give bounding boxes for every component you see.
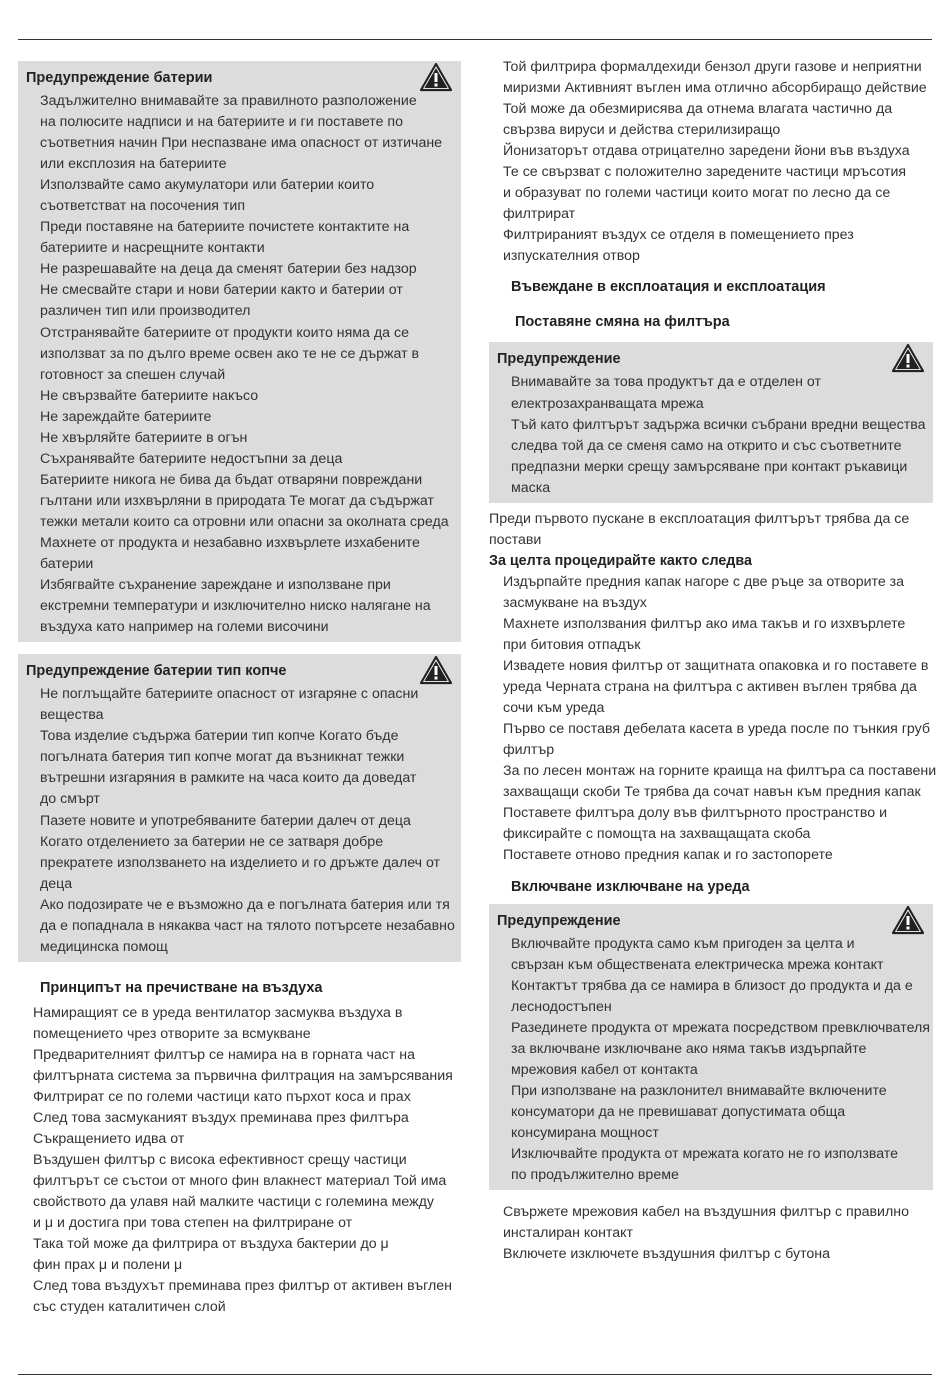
text-line: следва той да се сменя само на открито и със съответните [511, 437, 902, 454]
text-line: Преди поставяне на батериите почистете контактите на [40, 219, 410, 236]
text-line: Тъй като филтърът задържа всички събрани вредни вещества [511, 416, 926, 433]
text-line: Предварителният филтър се намира на в горната част на [33, 1046, 415, 1063]
text-line: Преди първото пускане в експлоатация филтърът трябва да се [489, 510, 910, 527]
warning-lines [497, 372, 927, 498]
text-line: съответстват на посочения тип [40, 198, 246, 215]
text-line: Използвайте само акумулатори или батерии които [40, 177, 375, 194]
warning-box-button-batteries [18, 654, 461, 962]
text-line: Те се свързват с положително заредените частици мръсотия [503, 164, 907, 181]
text-line: деца [40, 875, 73, 892]
text-line: вещества [40, 707, 104, 724]
text-line: различен тип или производител [40, 303, 251, 320]
text-line: фиксирайте с помощта на захващащата скоба [503, 826, 811, 843]
text-line: предпазни мерки срещу замърсяване при контакт ръкавици [511, 458, 908, 475]
text-line: Издърпайте предния капак нагоре с две ръце за отворите за [503, 573, 905, 590]
text-line: След това въздухът преминава през филтър от активен въглен [33, 1278, 452, 1295]
text-line: фин прах μ и полени μ [33, 1257, 183, 1274]
text-line: медицинска помощ [40, 938, 168, 955]
text-line: Филтрираният въздух се отделя в помещението през [503, 227, 854, 244]
text-line: Йонизаторът отдава отрицателно заредени йони във въздуха [503, 143, 910, 160]
steps-list [489, 572, 937, 867]
text-line: Намиращият се в уреда вентилатор засмуква въздуха в [33, 1004, 403, 1021]
text-line: Свържете мрежовия кабел на въздушния филтър с правилно [503, 1204, 909, 1221]
text-line: или експлозия на батериите [40, 156, 227, 173]
text-line: свързан към обществената електрическа мрежа контакт [511, 956, 884, 973]
text-line: Когато отделението за батерии не се затваря добре [40, 833, 384, 850]
final-paragraph [489, 1202, 933, 1265]
warning-box-filter [489, 342, 933, 502]
text-line: консумирана мощност [511, 1124, 659, 1141]
section-body [18, 1003, 461, 1319]
warning-box-power [489, 904, 933, 1191]
text-line: до смърт [40, 791, 100, 808]
text-line: Въздушен филтър с висока ефективност срещу частици [33, 1152, 407, 1169]
section-heading-air-purification: Принципът на пречистване на въздуха [40, 979, 323, 996]
text-line: да е попаднала в някаква част на тялото потърсете незабавно [40, 917, 455, 934]
text-line: свързва вируси и действа стерилизиращо [503, 122, 781, 139]
text-line: Отстранявайте батериите от продукти които няма да се [40, 324, 409, 341]
text-line: и μ и достига при това степен на филтриране от [33, 1215, 353, 1232]
text-line: Съкращението идва от [33, 1131, 185, 1148]
text-line: свойството да улавя най малките частици с големина между [33, 1194, 435, 1211]
text-line: Първо се поставя дебелата касета в уреда после по тънкия груб [503, 721, 931, 738]
text-line: при битовия отпадък [503, 636, 641, 653]
right-column [489, 57, 937, 1265]
steps-heading: За целта процедирайте както следва [489, 552, 752, 569]
text-line: въздуха като например на големи височини [40, 619, 329, 636]
text-line: Изключвайте продукта от мрежата когато не го използвате [511, 1145, 899, 1162]
warning-lines [26, 91, 455, 638]
left-column [18, 56, 461, 1319]
text-line: Извадете новия филтър от защитната опаковка и го поставете в [503, 658, 929, 675]
text-line: За по лесен монтаж на горните краища на филтъра са поставени [503, 763, 937, 780]
text-line: При използване на разклонител внимавайте включените [511, 1082, 887, 1099]
text-line: филтър [503, 742, 555, 759]
text-line: миризми Активният въглен има отлично абсорбиращо действие [503, 80, 927, 97]
heading-power-on-off: Включване изключване на уреда [511, 878, 750, 895]
warning-lines [497, 934, 930, 1187]
text-line: гълтани или изхвърляни в природата Те могат да съдържат [40, 492, 434, 509]
text-line: погълната батерия тип копче могат да възникнат тежки [40, 749, 405, 766]
text-line: Така той може да филтрира от въздуха бактерии до μ [33, 1236, 389, 1253]
text-line: готовност за спешен случай [40, 366, 226, 383]
text-line: уреда Черната страна на филтъра с активен въглен трябва да [503, 679, 917, 696]
text-line: вътрешни изгаряния в рамките на часа които да доведат [40, 770, 417, 787]
text-line: филтрират [503, 206, 576, 223]
text-line: засмукване на въздух [503, 594, 647, 611]
before-first-use-paragraph [489, 509, 933, 551]
text-line: мрежовия кабел от контакта [511, 1061, 698, 1078]
warning-triangle-icon [419, 655, 453, 685]
text-line: използват за по дълго време освен ако те не се държат в [40, 345, 420, 362]
warning-triangle-icon [419, 62, 453, 92]
text-line: Внимавайте за това продуктът да е отделен от [511, 374, 821, 391]
text-line: и образуват по големи частици които могат по лесно да се [503, 185, 891, 202]
text-line: маска [511, 479, 551, 496]
text-line: Не зареждайте батериите [40, 408, 212, 425]
text-line: инсталиран контакт [503, 1225, 634, 1242]
text-line: Поставете отново предния капак и го застопорете [503, 847, 833, 864]
text-line: батерии [40, 556, 94, 573]
text-line: Включвайте продукта само към пригоден за целта и [511, 935, 855, 952]
text-line: Филтрират се по големи частици като пърхот коса и прах [33, 1089, 411, 1106]
text-line: консуматори да не превишават допустимата обща [511, 1103, 846, 1120]
text-line: Не свързвайте батериите накъсо [40, 387, 259, 404]
warning-triangle-icon [891, 905, 925, 935]
warning-triangle-icon [891, 343, 925, 373]
text-line: Разединете продукта от мрежата посредством превключвателя [511, 1019, 930, 1036]
text-line: филтърната система за първична филтрация на замърсявания [33, 1067, 453, 1084]
text-line: електрозахранващата мрежа [511, 395, 704, 412]
text-line: Не смесвайте стари и нови батерии както и батерии от [40, 282, 403, 299]
text-line: Не хвърляйте батериите в огън [40, 429, 248, 446]
warning-lines [26, 684, 455, 958]
text-line: сочи към уреда [503, 700, 605, 717]
text-line: Поставете филтъра долу във филтърното пространство и [503, 805, 888, 822]
heading-commissioning: Въвеждане в експлоатация и експлоатация [511, 279, 826, 296]
text-line: батериите и насрещните контакти [40, 240, 265, 257]
bottom-rule [18, 1374, 932, 1375]
warning-title: Предупреждение батерии [26, 70, 213, 86]
text-line: Той филтрира формалдехиди бензол други газове и неприятни [503, 59, 922, 75]
text-line: леснодостъпен [511, 998, 612, 1015]
text-line: Задължително внимавайте за правилното разположение [40, 93, 417, 109]
text-line: за включване изключване ако няма такъв издърпайте [511, 1040, 867, 1057]
text-line: Ако подозирате че е възможно да е погълната батерия или тя [40, 896, 450, 913]
text-line: Той може да обезмирисява да отнема влагата частично да [503, 101, 893, 118]
text-line: постави [489, 531, 542, 548]
text-line: помещението чрез отворите за всмукване [33, 1025, 311, 1042]
text-line: Не поглъщайте батериите опасност от изгаряне с опасни [40, 686, 419, 703]
text-line: Избягвайте съхранение зареждане и използване при [40, 577, 391, 594]
text-line: Батериите никога не бива да бъдат отваряни повреждани [40, 471, 423, 488]
warning-title: Предупреждение [497, 351, 621, 368]
text-line: със студен каталитичен слой [33, 1299, 226, 1316]
heading-filter-replacement: Поставяне смяна на филтъра [515, 314, 730, 331]
text-line: Включете изключете въздушния филтър с бутона [503, 1246, 831, 1263]
text-line: Пазете новите и употребяваните батерии далеч от деца [40, 812, 411, 829]
text-line: Контактът трябва да се намира в близост до продукта и да е [511, 977, 913, 994]
intro-paragraph [489, 57, 933, 267]
text-line: След това засмуканият въздух преминава през филтъра [33, 1110, 409, 1127]
text-line: Съхранявайте батериите недостъпни за деца [40, 450, 343, 467]
text-line: съответния начин При неспазване има опасност от изтичане [40, 135, 443, 152]
text-line: Махнете от продукта и незабавно изхвърлете изхабените [40, 534, 420, 551]
text-line: на полюсите надписи и на батериите и ги поставете по [40, 114, 404, 131]
text-line: Махнете използвания филтър ако има такъв и го изхвърлете [503, 615, 906, 632]
text-line: филтърът се състои от много фин влакнест материал Той има [33, 1173, 447, 1190]
text-line: Това изделие съдържа батерии тип копче Когато бъде [40, 728, 399, 745]
text-line: по продължително време [511, 1167, 679, 1184]
warning-title: Предупреждение [497, 912, 621, 929]
text-line: изпускателния отвор [503, 248, 640, 265]
text-line: захващащи скоби Те трябва да сочат навън към предния капак [503, 784, 921, 801]
top-rule [18, 39, 932, 40]
text-line: екстремни температури и изключително ниско налягане на [40, 598, 431, 615]
text-line: тежки метали които са отровни или опасни за околната среда [40, 513, 449, 530]
warning-box-batteries [18, 61, 461, 642]
text-line: прекратете използването на изделието и го дръжте далеч от [40, 854, 441, 871]
text-line: Не разрешавайте на деца да сменят батерии без надзор [40, 261, 417, 278]
warning-title: Предупреждение батерии тип копче [26, 663, 287, 680]
